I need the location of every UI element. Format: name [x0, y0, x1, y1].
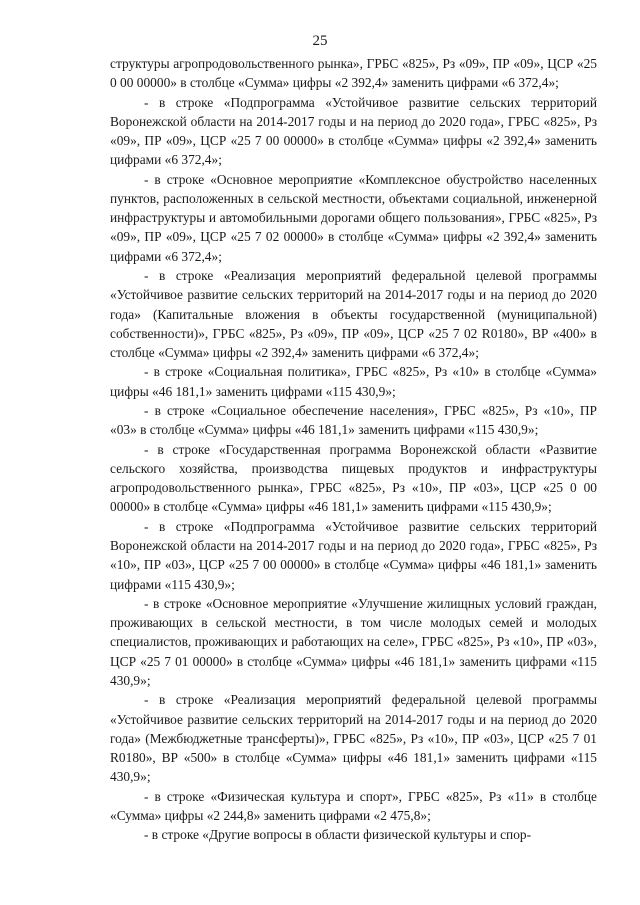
paragraph: - в строке «Основное мероприятие «Комплексное обустройство населенных пунктов, расположенных в сельской местности, объектами социальной, инженерной инфраструктуры и автомобильными дорогами общего пользования», ГРБС «825», Рз «09», ПР «09», ЦСР «25 7 02 00000» в столбце «Сумма» цифры «2 392,4» заменить цифрами «6 372,4»;	[110, 171, 597, 264]
paragraph: - в строке «Физическая культура и спорт», ГРБС «825», Рз «11» в столбце «Сумма» цифры «2 244,8» заменить цифрами «2 475,8»;	[110, 788, 597, 823]
paragraph: - в строке «Социальная политика», ГРБС «825», Рз «10» в столбце «Сумма» цифры «46 181,1» заменить цифрами «115 430,9»;	[110, 364, 597, 399]
paragraph: - в строке «Подпрограмма «Устойчивое развитие сельских территорий Воронежской области на 2014-2017 годы и на период до 2020 года», ГРБС «825», Рз «09», ПР «09», ЦСР «25 7 00 00000» в столбце «Сумма» цифры «2 392,4» заменить цифрами «6 372,4»;	[110, 94, 597, 168]
document-body	[110, 54, 597, 845]
paragraph: - в строке «Государственная программа Воронежской области «Развитие сельского хозяйства, производства пищевых продуктов и инфраструктуры агропродовольственного рынка», ГРБС «825», Рз «10», ПР «03», ЦСР «25 0 00 00000» в столбце «Сумма» цифры «46 181,1» заменить цифрами «115 430,9»;	[110, 441, 597, 515]
paragraph: - в строке «Реализация мероприятий федеральной целевой программы «Устойчивое развитие сельских территорий на 2014-2017 годы и на период до 2020 года» (Межбюджетные трансферты)», ГРБС «825», Рз «10», ПР «03», ЦСР «25 7 01 R0180», ВР «500» в столбце «Сумма» цифры «46 181,1» заменить цифрами «115 430,9»;	[110, 692, 597, 785]
paragraph: - в строке «Реализация мероприятий федеральной целевой программы «Устойчивое развитие сельских территорий на 2014-2017 годы и на период до 2020 года» (Капитальные вложения в объекты государственной (муниципальной) собственности)», ГРБС «825», Рз «09», ПР «09», ЦСР «25 7 02 R0180», ВР «400» в столбце «Сумма» цифры «2 392,4» заменить цифрами «6 372,4»;	[110, 268, 597, 360]
paragraph: - в строке «Социальное обеспечение населения», ГРБС «825», Рз «10», ПР «03» в столбце «Сумма» цифры «46 181,1» заменить цифрами «115 430,9»;	[110, 403, 597, 438]
paragraph: - в строке «Другие вопросы в области физической культуры и спор-	[144, 827, 532, 843]
paragraph: структуры агропродовольственного рынка», ГРБС «825», Рз «09», ПР «09», ЦСР «25 0 00 00000» в столбце «Сумма» цифры «2 392,4» заменить цифрами «6 372,4»;	[110, 56, 597, 91]
paragraph: - в строке «Подпрограмма «Устойчивое развитие сельских территорий Воронежской области на 2014-2017 годы и на период до 2020 года», ГРБС «825», Рз «10», ПР «03», ЦСР «25 7 00 00000» в столбце «Сумма» цифры «46 181,1» заменить цифрами «115 430,9»;	[110, 518, 597, 592]
page-number: 25	[312, 33, 328, 49]
paragraph: - в строке «Основное мероприятие «Улучшение жилищных условий граждан, проживающих в сельской местности, в том числе молодых семей и молодых специалистов, проживающих и работающих на селе», ГРБС «825», Рз «10», ПР «03», ЦСР «25 7 01 00000» в столбце «Сумма» цифры «46 181,1» заменить цифрами «115 430,9»;	[110, 596, 597, 688]
